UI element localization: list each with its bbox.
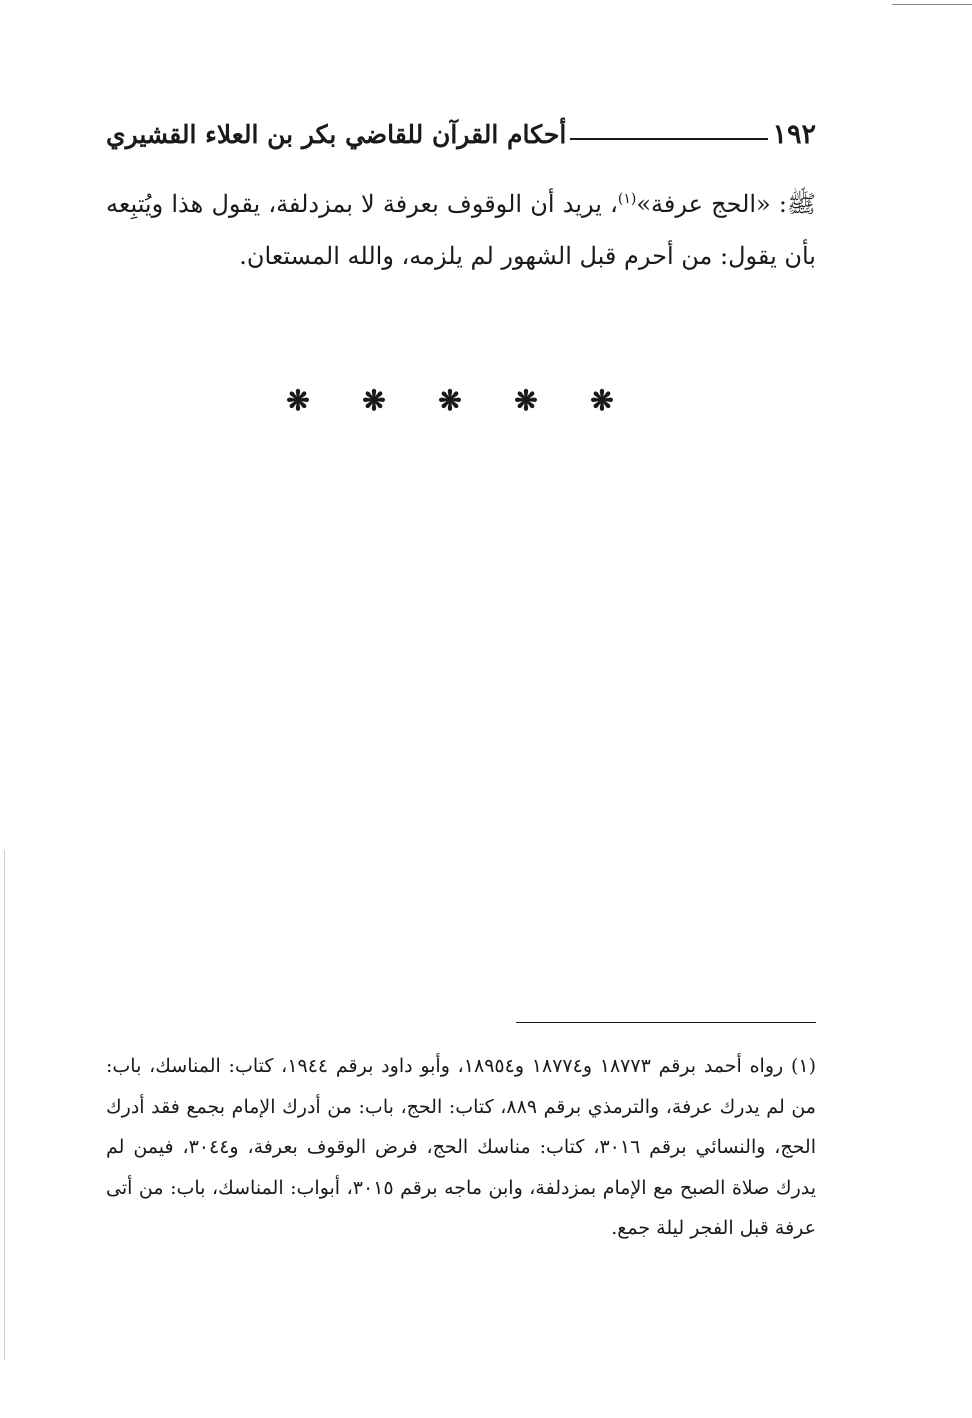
footnote-rule bbox=[516, 1022, 816, 1023]
corner-rule bbox=[892, 4, 972, 5]
footnote-reference: (١) bbox=[617, 191, 637, 207]
running-head bbox=[106, 112, 816, 156]
separator-star-icon: ❋ bbox=[590, 383, 614, 417]
paragraph-rest: ، يريد أن الوقوف بعرفة لا بمزدلفة، يقول هذا ويُتبِعه بأن يقول: من أحرم قبل الشهور لم يلزمه، والله المستعان. bbox=[106, 190, 816, 270]
page-number: ١٩٢ bbox=[772, 118, 816, 150]
separator-star-icon: ❋ bbox=[514, 383, 538, 417]
margin-line bbox=[4, 850, 5, 1360]
book-title: أحكام القرآن للقاضي بكر بن العلاء القشيري bbox=[106, 119, 567, 149]
footnote-item: (١) رواه أحمد برقم ١٨٧٧٣ و١٨٧٧٤ و١٨٩٥٤، وأبو داود برقم ١٩٤٤، كتاب: المناسك، باب: من لم يدرك عرفة، والترمذي برقم ٨٨٩، كتاب: الحج، باب: من أدرك الإمام بجمع فقد أدرك الحج، والنسائي برقم ٣٠١٦، كتاب: مناسك الحج، فرض الوقوف بعرفة، و٣٠٤٤، فيمن لم يدرك صلاة الصبح مع الإمام بمزدلفة، وابن ماجه برقم ٣٠١٥، أبواب: المناسك، باب: من أتى عرفة قبل الفجر ليلة جمع. bbox=[106, 1055, 817, 1239]
main-text bbox=[106, 178, 816, 282]
separator-star-icon: ❋ bbox=[362, 383, 386, 417]
separator-star-icon: ❋ bbox=[438, 383, 462, 417]
separator-star-icon: ❋ bbox=[286, 383, 310, 417]
body-paragraph bbox=[106, 178, 816, 282]
footnotes bbox=[106, 1046, 816, 1249]
header-rule bbox=[570, 138, 768, 140]
paragraph-start: ﷺ: «الحج عرفة» bbox=[636, 190, 816, 218]
section-separator bbox=[280, 380, 620, 420]
